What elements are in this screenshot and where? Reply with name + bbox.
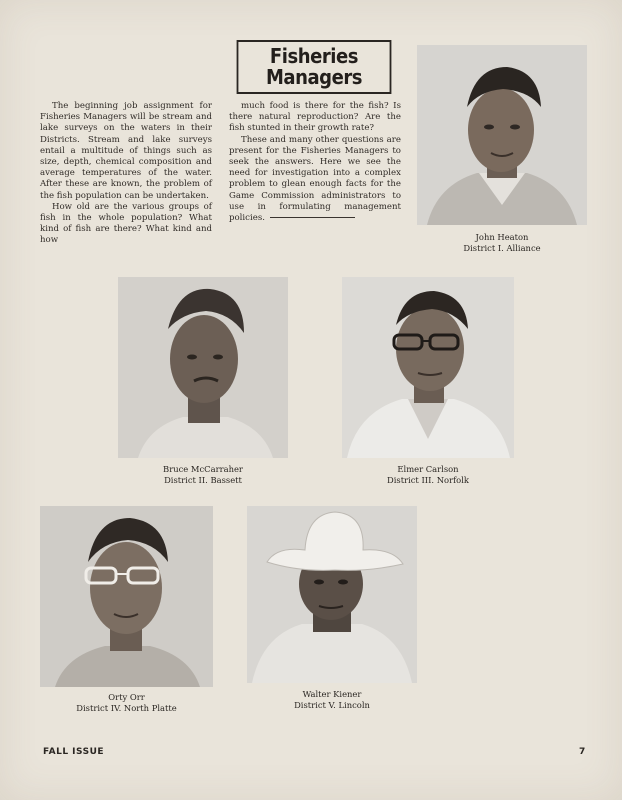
caption-elmer-carlson (342, 464, 514, 485)
manager-district: District II. Bassett (164, 474, 242, 485)
caption-walter-kiener (247, 689, 417, 710)
portrait-image (118, 277, 288, 458)
manager-district: District V. Lincoln (294, 699, 370, 710)
photo-orty-orr (40, 506, 213, 687)
manager-name: Walter Kiener (302, 689, 362, 699)
portrait-image (417, 45, 587, 225)
paragraph: The beginning job assignment for Fisheries Managers will be stream and lake surveys on the waters in their Districts. Stream and lake surveys entail a multitude of things such as size, depth, chemical composition and average temperatures of the water. After these are known, the problem of the fish population can be undertaken. (40, 101, 212, 201)
article-column-left (40, 101, 212, 247)
portrait-image (40, 506, 213, 687)
caption-john-heaton (417, 232, 587, 253)
title-line-2: Managers (265, 65, 363, 89)
paragraph: These and many other questions are present for the Fisheries Managers to seek the answers. Here we see the need for investigation into a complex problem to glean enough facts for the Game Commission administrators to use in formulating management policies. (229, 134, 401, 224)
photo-bruce-mccarraher (118, 277, 288, 458)
portrait-image (247, 506, 417, 683)
manager-name: Elmer Carlson (397, 464, 459, 474)
manager-district: District III. Norfolk (387, 474, 469, 485)
manager-district: District IV. North Platte (76, 702, 177, 713)
manager-name: John Heaton (475, 232, 529, 242)
caption-orty-orr (40, 692, 213, 713)
paragraph: How old are the various groups of fish in the whole population? What kind of fish are there? What kind and how (40, 201, 212, 246)
photo-walter-kiener (247, 506, 417, 683)
manager-district: District I. Alliance (463, 242, 541, 253)
article-title (237, 40, 392, 94)
article-column-middle (229, 101, 401, 224)
divider-rule (270, 217, 355, 218)
photo-john-heaton (417, 45, 587, 225)
page-number: 7 (579, 747, 586, 757)
paragraph: much food is there for the fish? Is there natural reproduction? Are the fish stunted in their growth rate? (229, 101, 401, 134)
footer-issue: FALL ISSUE (43, 747, 105, 757)
manager-name: Orty Orr (108, 692, 145, 702)
manager-name: Bruce McCarraher (163, 464, 243, 474)
title-line-1: Fisheries (269, 44, 359, 68)
photo-elmer-carlson (342, 277, 514, 458)
portrait-image (342, 277, 514, 458)
caption-bruce-mccarraher (118, 464, 288, 485)
